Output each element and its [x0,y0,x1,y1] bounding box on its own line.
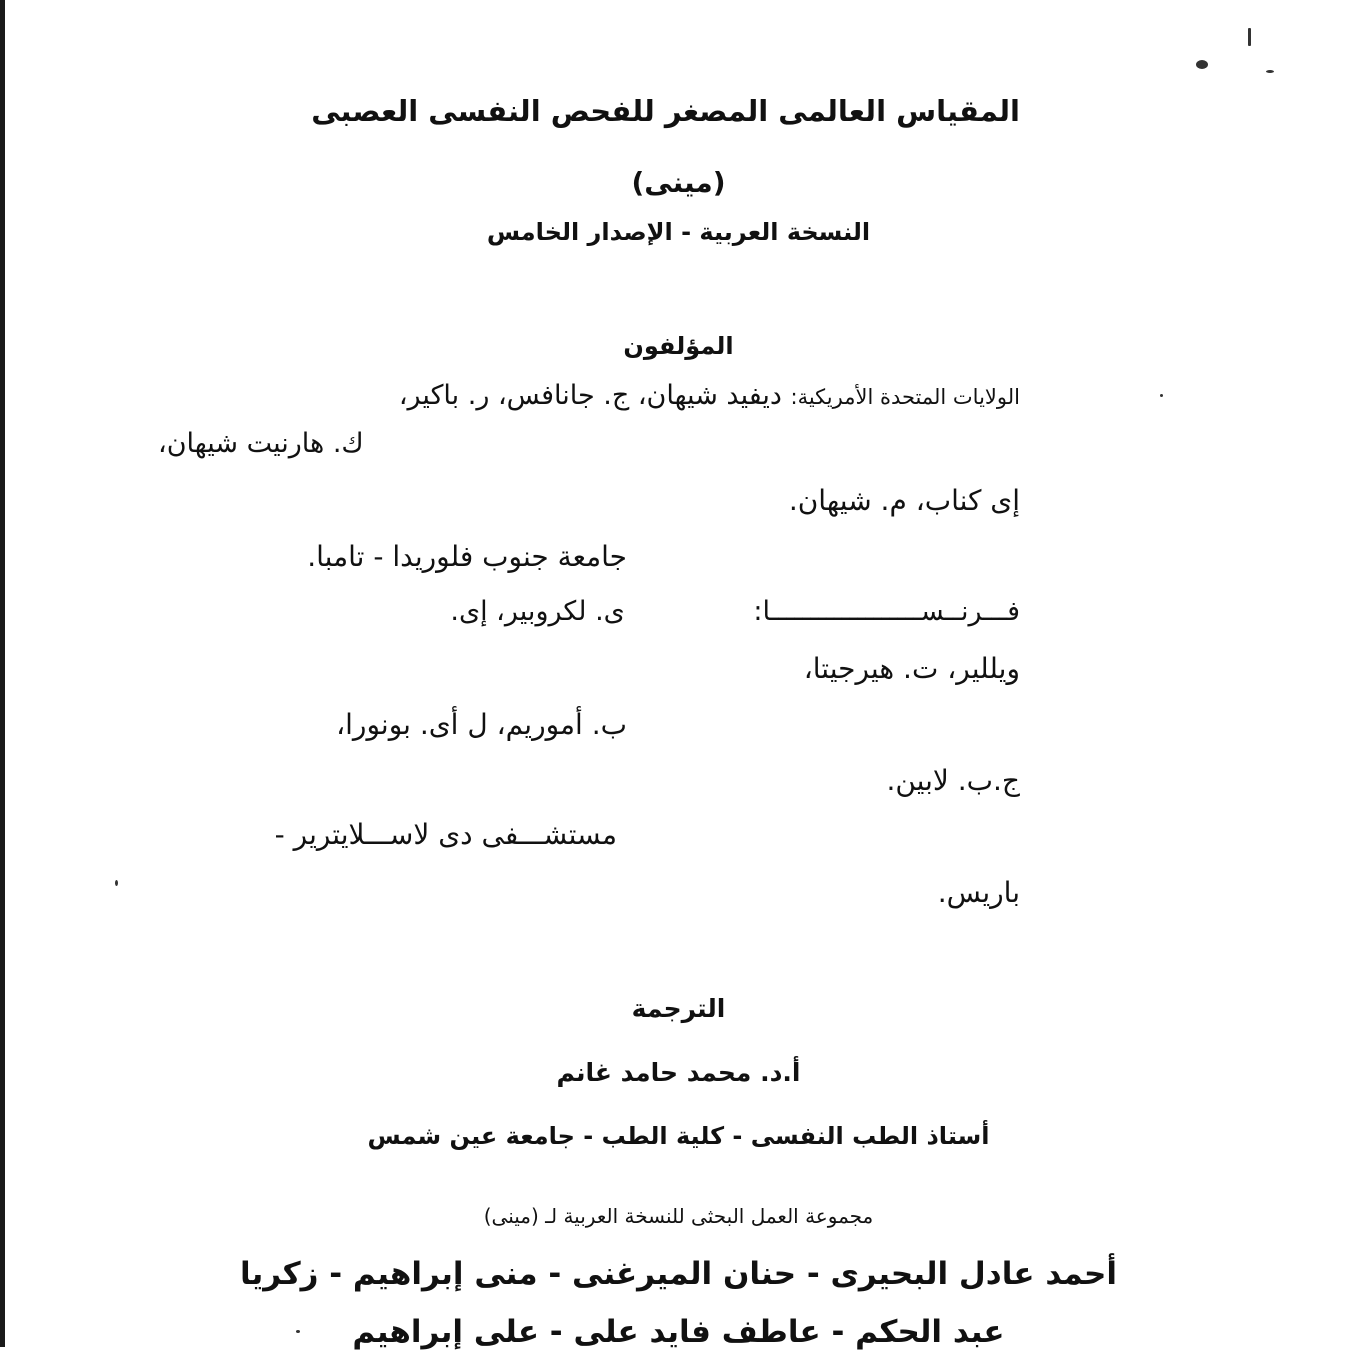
usa-affiliation: جامعة جنوب فلوريدا - تامبا. [307,540,627,573]
usa-names-line1: ديفيد شيهان، ج. جانافس، ر. باكير، [398,380,782,411]
france-affiliation-line2: باريس. [937,876,1020,909]
authors-heading: المؤلفون [623,332,734,360]
usa-names-line2: ك. هارنيت شيهان، [158,428,364,459]
scan-speck [1248,28,1251,46]
france-names-line2: ويللير، ت. هيرجيتا، [803,652,1020,685]
usa-authors-line [399,380,1020,411]
france-affiliation-line1: مستشـــفى دى لاســـلايترير - [274,818,617,851]
scan-speck [1196,60,1208,69]
document-subtitle: (مينى) [631,166,726,199]
france-label: فـــرنــســـــــــــــــــــا: [753,596,1020,627]
scan-speck [1266,70,1274,73]
france-names-line1: ى. لكروبير، إى. [450,596,625,627]
translator-name: أ.د. محمد حامد غانم [556,1058,801,1087]
france-names-line4: ج.ب. لابين. [886,764,1020,797]
france-authors-line [450,596,1020,627]
usa-label: الولايات المتحدة الأمريكية: [790,385,1020,409]
research-group-line2: عبد الحكم - عاطف فايد على - على إبراهيم [352,1314,1005,1350]
edition-label: النسخة العربية - الإصدار الخامس [486,218,871,246]
translation-heading: الترجمة [631,994,726,1023]
research-group-heading: مجموعة العمل البحثى للنسخة العربية لـ (مينى) [483,1204,874,1228]
research-group-line1: أحمد عادل البحيرى - حنان الميرغنى - منى إبراهيم - زكريا [240,1256,1117,1292]
document-title: المقياس العالمى المصغر للفحص النفسى العصبى [311,94,1020,128]
scan-speck [115,880,118,886]
france-names-line3: ب. أموريم، ل أى. بونورا، [336,708,627,741]
usa-names-line3: إى كناب، م. شيهان. [788,484,1020,517]
translator-title: أستاذ الطب النفسى - كلية الطب - جامعة عين شمس [367,1122,990,1150]
scan-speck [1160,394,1163,397]
